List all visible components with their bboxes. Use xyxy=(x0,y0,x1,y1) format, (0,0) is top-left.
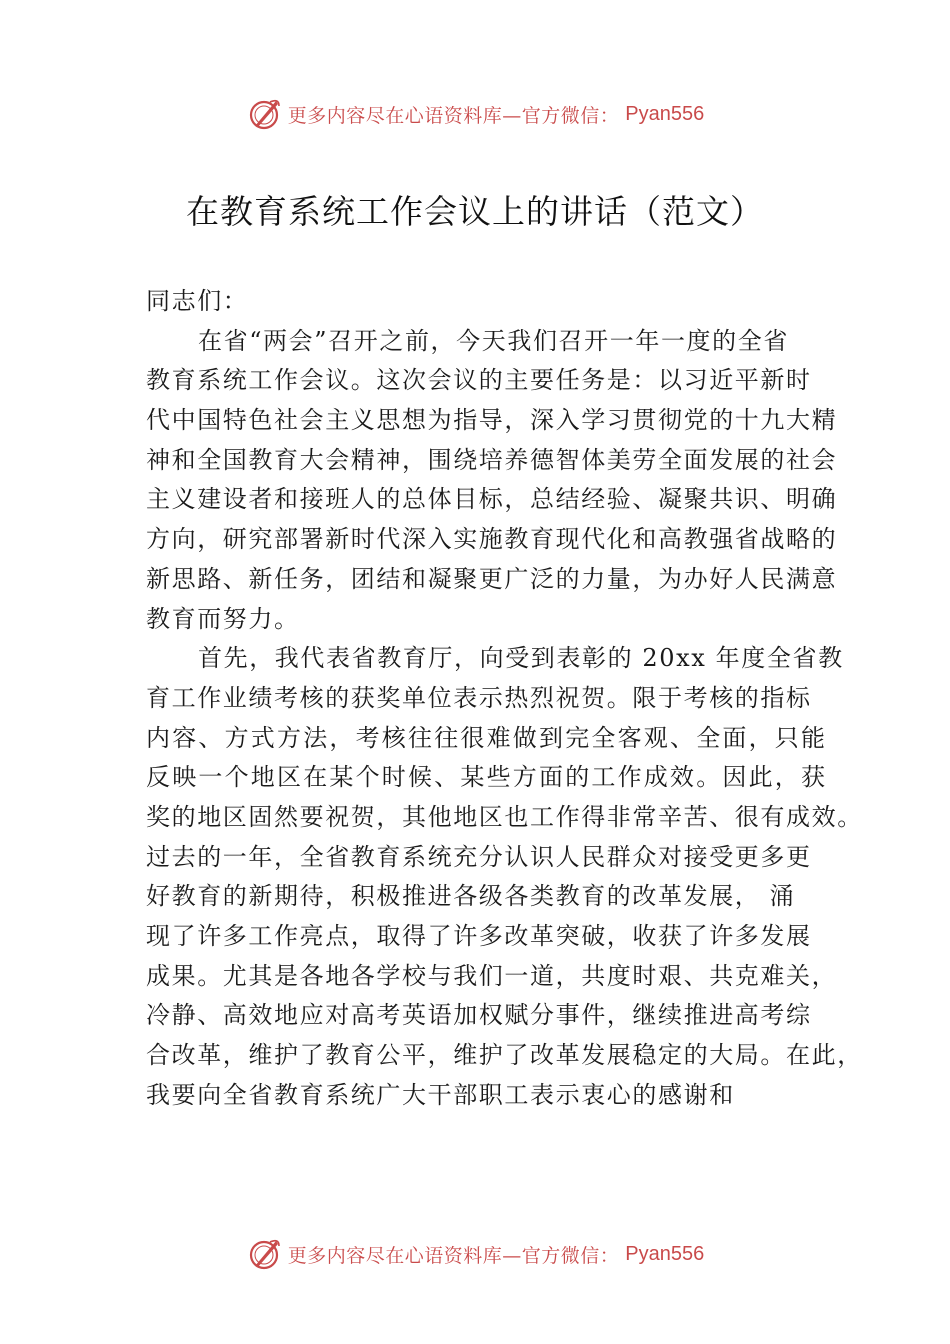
paragraph-line: 过去的一年，全省教育系统充分认识人民群众对接受更多更 xyxy=(146,842,812,871)
paragraph-line: 方向，研究部署新时代深入实施教育现代化和高教强省战略的 xyxy=(146,525,838,554)
quill-seal-icon xyxy=(246,1236,282,1272)
document-body xyxy=(146,282,863,1115)
header-banner-text: 更多内容尽在心语资料库—官方微信： xyxy=(287,104,620,127)
paragraph-line: 反映一个地区在某个时候、某些方面的工作成效。因此，获 xyxy=(146,763,828,792)
header-wechat-id: Pyan556 xyxy=(625,102,705,125)
paragraph-line: 教育系统工作会议。这次会议的主要任务是：以习近平新时 xyxy=(146,366,812,395)
footer-banner-text: 更多内容尽在心语资料库—官方微信： xyxy=(287,1244,620,1267)
paragraph-line: 冷静、高效地应对高考英语加权赋分事件，继续推进高考综 xyxy=(146,1001,812,1030)
paragraph-line: 首先，我代表省教育厅，向受到表彰的 20xx 年度全省教 xyxy=(198,644,844,673)
paragraph-line: 育工作业绩考核的获奖单位表示热烈祝贺。限于考核的指标 xyxy=(146,683,812,712)
paragraph-line: 现了许多工作亮点，取得了许多改革突破，收获了许多发展 xyxy=(146,922,812,950)
paragraph-line: 成果。尤其是各地各学校与我们一道，共度时艰、共克难关， xyxy=(146,961,838,990)
paragraph-line: 好教育的新期待，积极推进各级各类教育的改革发展， 涌 xyxy=(146,882,796,911)
paragraph-line: 内容、方式方法，考核往往很难做到完全客观、全面，只能 xyxy=(146,723,828,752)
paragraph-line: 代中国特色社会主义思想为指导，深入学习贯彻党的十九大精 xyxy=(146,406,838,435)
salutation: 同志们： xyxy=(146,287,249,315)
paragraph-line: 合改革，维护了教育公平，维护了改革发展稳定的大局。在此， xyxy=(146,1041,863,1070)
quill-seal-icon xyxy=(246,96,282,132)
paragraph-line: 奖的地区固然要祝贺，其他地区也工作得非常辛苦、很有成效。 xyxy=(146,802,863,831)
paragraph-line: 主义建设者和接班人的总体目标，总结经验、凝聚共识、明确 xyxy=(146,485,838,514)
footer-banner xyxy=(0,1234,950,1274)
footer-wechat-id: Pyan556 xyxy=(625,1242,705,1265)
paragraph-line: 在省“两会”召开之前，今天我们召开一年一度的全省 xyxy=(198,326,789,355)
header-banner xyxy=(0,94,950,134)
paragraph-line: 教育而努力。 xyxy=(146,604,300,633)
paragraph-line: 我要向全省教育系统广大干部职工表示衷心的感谢和 xyxy=(146,1080,735,1109)
paragraph-line: 神和全国教育大会精神，围绕培养德智体美劳全面发展的社会 xyxy=(146,445,838,474)
document-title: 在教育系统工作会议上的讲话（范文） xyxy=(186,192,764,231)
paragraph-line: 新思路、新任务，团结和凝聚更广泛的力量，为办好人民满意 xyxy=(146,564,838,593)
